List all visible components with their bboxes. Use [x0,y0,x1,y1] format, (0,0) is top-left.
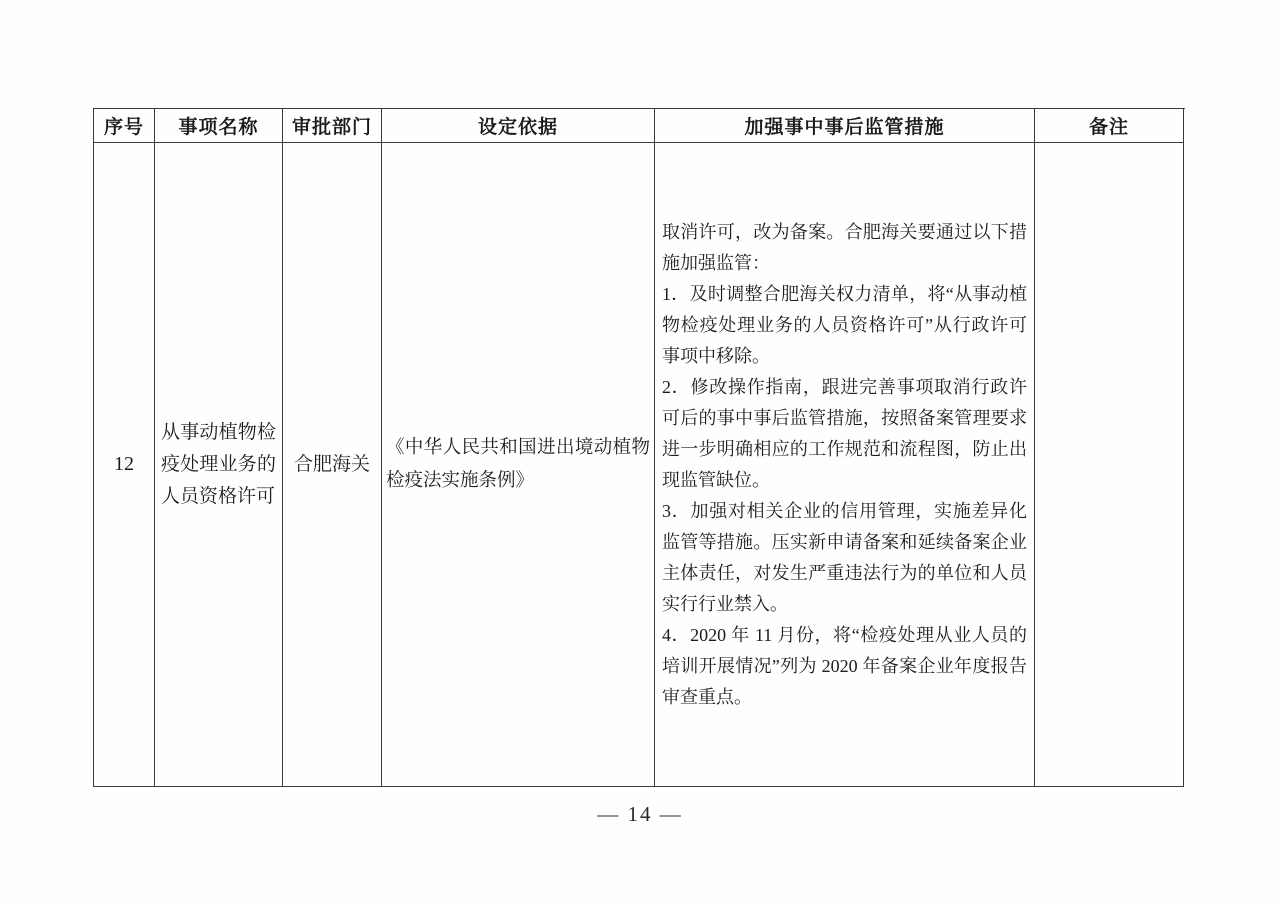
header-seq: 序号 [94,109,155,143]
header-item-name: 事项名称 [155,109,283,143]
page-number: — 14 — [597,802,683,826]
measure-paragraph-4: 4．2020 年 11 月份，将“检疫处理从业人员的培训开展情况”列为 2020 年备案企业年度报告审查重点。 [662,624,1027,707]
header-measures: 加强事中事后监管措施 [655,109,1035,143]
cell-measures [655,143,1035,787]
cell-basis [382,143,655,787]
header-basis: 设定依据 [382,109,655,143]
cell-item-name [155,143,283,787]
table-row [94,143,1185,787]
table-header-row [94,109,1185,143]
measure-paragraph-2: 2．修改操作指南，跟进完善事项取消行政许可后的事中事后监管措施，按照备案管理要求进一步明确相应的工作规范和流程图，防止出现监管缺位。 [662,376,1027,490]
approval-items-table [93,108,1185,787]
header-approval-dept: 审批部门 [283,109,382,143]
header-remark: 备注 [1035,109,1184,143]
cell-approval-dept: 合肥海关 [283,143,382,787]
measure-paragraph-intro: 取消许可，改为备案。合肥海关要通过以下措施加强监管： [662,221,1027,273]
measure-paragraph-1: 1．及时调整合肥海关权力清单，将“从事动植物检疫处理业务的人员资格许可”从行政许可事项中移除。 [662,283,1027,366]
cell-seq: 12 [94,143,155,787]
measure-paragraph-3: 3．加强对相关企业的信用管理，实施差异化监管等措施。压实新申请备案和延续备案企业主体责任，对发生严重违法行为的单位和人员实行行业禁入。 [662,500,1027,614]
basis-text: 《中华人民共和国进出境动植物检疫法实施条例》 [386,437,650,491]
cell-remark [1035,143,1184,787]
item-name-text: 从事动植物检疫处理业务的人员资格许可 [161,421,276,507]
